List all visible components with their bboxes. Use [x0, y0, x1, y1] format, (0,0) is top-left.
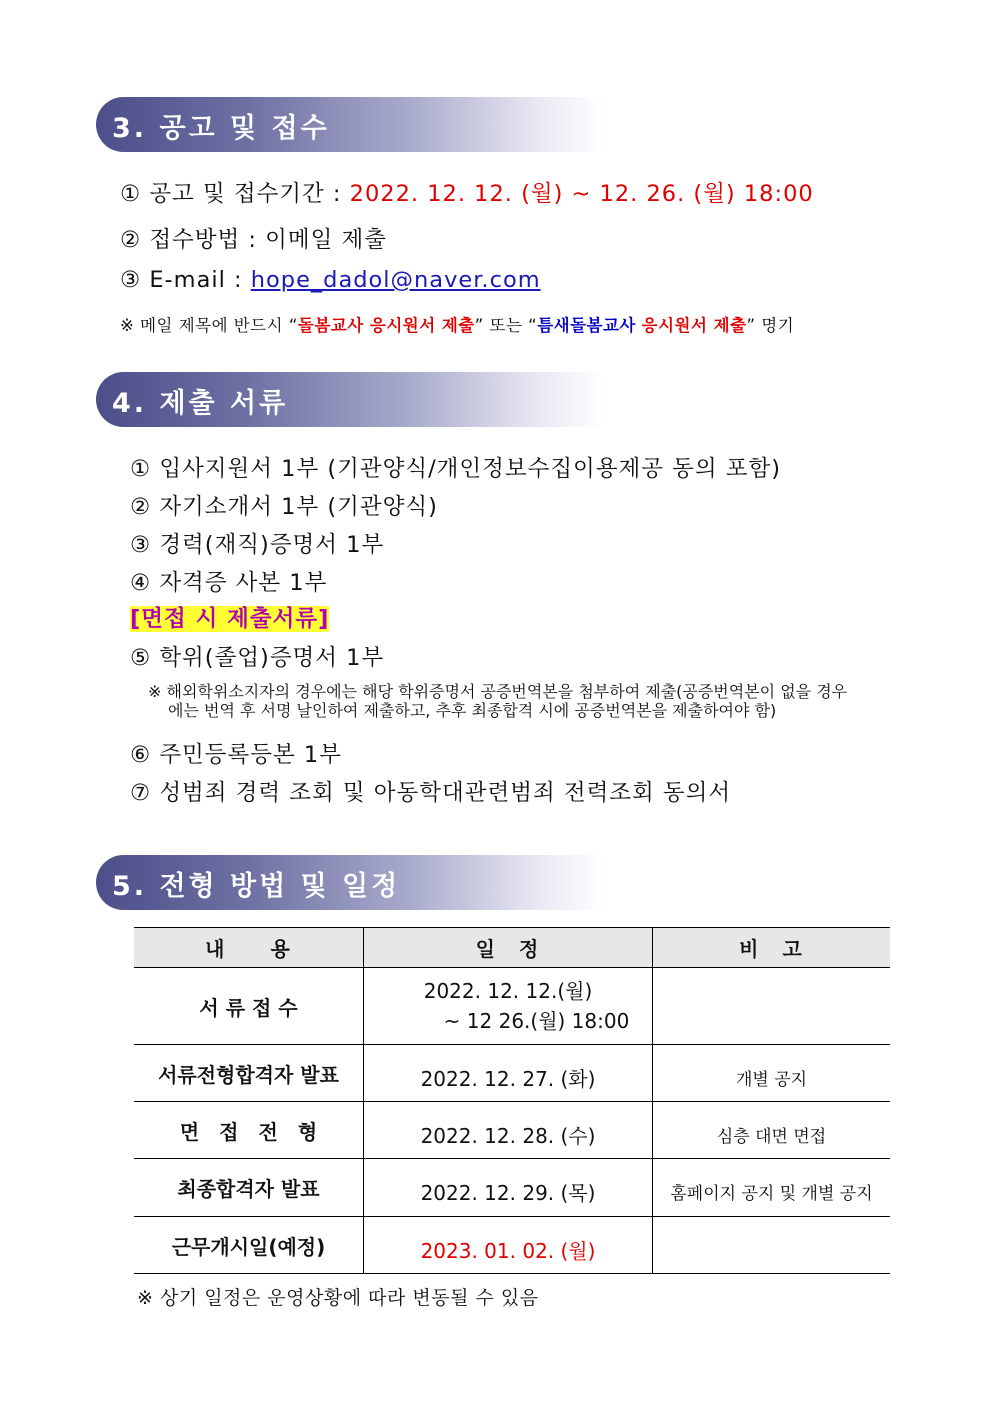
note-subject-1: 돌봄교사 응시원서 제출 [297, 316, 475, 335]
row-date: 2022. 12. 29. (목) [364, 1159, 653, 1217]
section-4-header [96, 372, 604, 427]
row-date: 2022. 12. 28. (수) [364, 1102, 653, 1159]
table-row [134, 1045, 890, 1102]
section-3-header [96, 97, 604, 152]
row-content: 서류전형합격자 발표 [134, 1045, 364, 1102]
submission-method: ② 접수방법 : 이메일 제출 [120, 227, 387, 253]
header-content: 내 용 [134, 928, 364, 968]
row-note: 심층 대면 면접 [653, 1102, 891, 1159]
note-subject-2-blue: 틈새돌봄교사 [537, 316, 636, 335]
schedule-footnote: ※ 상기 일정은 운영상황에 따라 변동될 수 있음 [137, 1287, 539, 1309]
header-date: 일 정 [364, 928, 653, 968]
notice-period-value: 2022. 12. 12. (월) ~ 12. 26. (월) 18:00 [349, 181, 814, 207]
table-row [134, 968, 890, 1045]
schedule-table [134, 927, 890, 1274]
foreign-degree-note-2: 에는 번역 후 서명 날인하여 제출하고, 추후 최종합격 시에 공증번역본을 제출하여야 함) [168, 701, 777, 720]
note-mid: ” 또는 “ [474, 316, 538, 335]
header-decoration [551, 98, 671, 149]
interview-docs-highlight: [면접 시 제출서류] [130, 606, 330, 632]
section-3-title: 3. 공고 및 접수 [112, 113, 330, 144]
row-content: 서 류 접 수 [134, 968, 364, 1045]
section-5-header [96, 855, 604, 910]
interview-docs-label [130, 601, 329, 633]
row-date: 2022. 12. 27. (화) [364, 1045, 653, 1102]
email-subject-note [120, 312, 794, 336]
table-row [134, 1159, 890, 1217]
table-header-row [134, 928, 890, 968]
row-content: 최종합격자 발표 [134, 1159, 364, 1217]
doc-item-2: ② 자기소개서 1부 (기관양식) [130, 494, 438, 520]
foreign-degree-note-1: ※ 해외학위소지자의 경우에는 해당 학위증명서 공증번역본을 첨부하여 제출(공증번역본이 없을 경우 [148, 682, 848, 701]
table-row [134, 1217, 890, 1274]
row-date-line-2: ~ 12 26.(월) 18:00 [443, 1009, 630, 1033]
note-suffix: ” 명기 [746, 316, 795, 335]
doc-item-7: ⑦ 성범죄 경력 조회 및 아동학대관련범죄 전력조회 동의서 [130, 780, 732, 806]
email-line [120, 267, 541, 293]
row-date [364, 968, 653, 1045]
doc-item-3: ③ 경력(재직)증명서 1부 [130, 532, 385, 558]
table-row [134, 1102, 890, 1159]
section-5-title: 5. 전형 방법 및 일정 [112, 871, 401, 902]
row-content: 면 접 전 형 [134, 1102, 364, 1159]
row-date-line-1: 2022. 12. 12.(월) [423, 979, 593, 1003]
doc-item-5: ⑤ 학위(졸업)증명서 1부 [130, 645, 385, 671]
header-decoration [551, 373, 671, 424]
doc-item-6: ⑥ 주민등록등본 1부 [130, 742, 342, 768]
email-label: ③ E-mail : [120, 267, 243, 293]
notice-period-label: ① 공고 및 접수기간 : [120, 181, 342, 207]
note-subject-2-red: 응시원서 제출 [641, 316, 747, 335]
row-note [653, 1217, 891, 1274]
section-4-title: 4. 제출 서류 [112, 388, 289, 419]
header-decoration [551, 856, 671, 907]
row-content: 근무개시일(예정) [134, 1217, 364, 1274]
row-note [653, 968, 891, 1045]
doc-item-4: ④ 자격증 사본 1부 [130, 570, 328, 596]
row-note: 홈페이지 공지 및 개별 공지 [653, 1159, 891, 1217]
doc-item-1: ① 입사지원서 1부 (기관양식/개인정보수집이용제공 동의 포함) [130, 456, 782, 482]
row-note: 개별 공지 [653, 1045, 891, 1102]
notice-period-line [120, 176, 814, 208]
header-note: 비 고 [653, 928, 891, 968]
email-link[interactable]: hope_dadol@naver.com [250, 267, 541, 293]
row-date: 2023. 01. 02. (월) [364, 1217, 653, 1274]
note-prefix: ※ 메일 제목에 반드시 “ [120, 316, 298, 335]
